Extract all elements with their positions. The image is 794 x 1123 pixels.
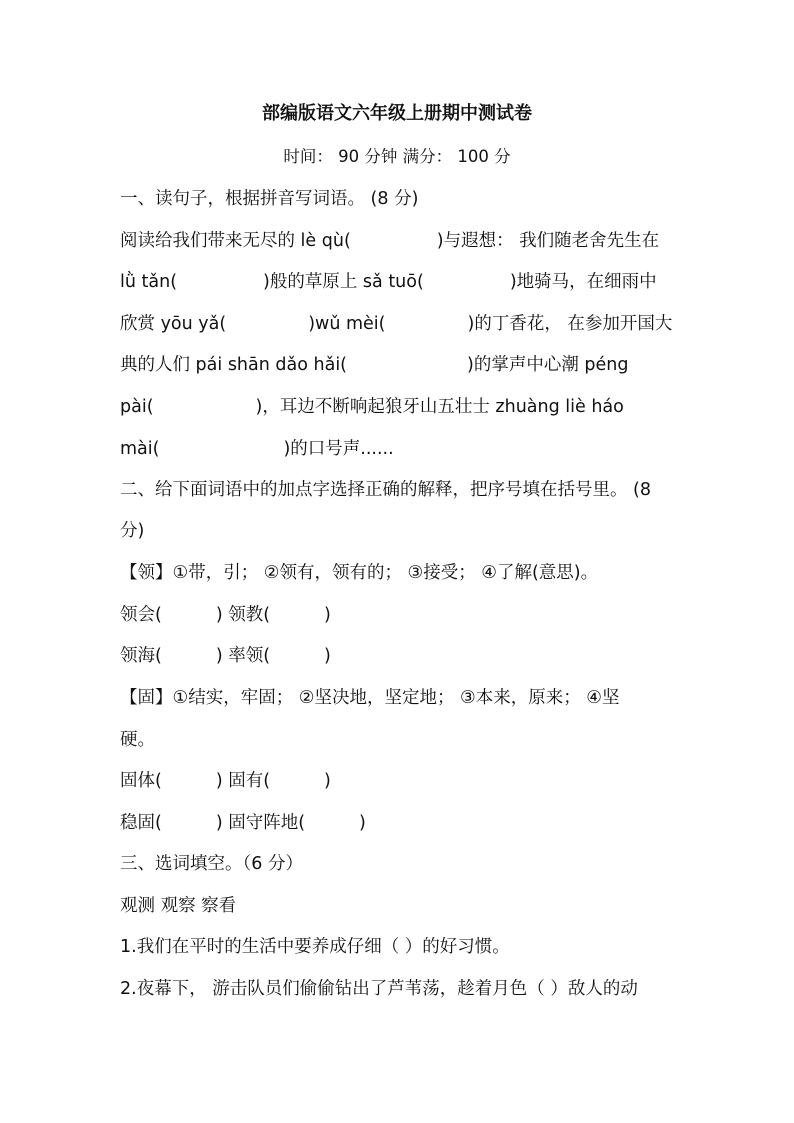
- text-segment: ): [324, 771, 331, 791]
- text-segment: 硬。: [120, 730, 155, 750]
- text-segment: 观测 观察 察看: [120, 896, 237, 916]
- body-line: [120, 229, 676, 253]
- text-segment: ): [324, 646, 331, 666]
- text-segment: 固体(: [120, 771, 162, 791]
- text-segment: ) 固有(: [215, 771, 271, 791]
- text-segment: ) 领教(: [215, 605, 271, 625]
- text-segment: pài(: [120, 397, 154, 417]
- text-segment: 1.我们在平时的生活中要养成仔细（ ）的好习惯。: [120, 937, 510, 957]
- definition-line: [120, 561, 676, 585]
- definition-line: [120, 686, 676, 710]
- text-segment: )，耳边不断响起狼牙山五壮士 zhuàng liè háo: [255, 397, 624, 417]
- text-segment: lǜ tǎn(: [120, 272, 178, 292]
- word-item-line: [120, 603, 676, 627]
- text-segment: ) 固守阵地(: [215, 813, 306, 833]
- word-choices: [120, 894, 676, 918]
- text-segment: )地骑马，在细雨中: [509, 272, 657, 292]
- section-2-heading-cont: [120, 519, 676, 543]
- word-item-line: [120, 811, 676, 835]
- text-segment: )的口号声......: [283, 439, 394, 459]
- word-item-line: [120, 644, 676, 668]
- text-segment: ): [359, 813, 366, 833]
- page-title: 部编版语文六年级上册期中测试卷: [262, 103, 532, 124]
- text-segment: 领海(: [120, 646, 162, 666]
- text-segment: 领会(: [120, 605, 162, 625]
- text-segment: )的掌声中心潮 péng: [467, 355, 629, 375]
- section-3-heading: [120, 852, 676, 876]
- section-2-heading: [120, 478, 676, 502]
- body-line: [120, 312, 676, 336]
- text-segment: 二、给下面词语中的加点字选择正确的解释，把序号填在括号里。 (8: [120, 480, 652, 500]
- exam-meta: 时间： 90 分钟 满分： 100 分: [283, 147, 511, 166]
- text-segment: )与遐想： 我们随老舍先生在: [436, 231, 660, 251]
- body-line: [120, 437, 676, 461]
- text-segment: 【领】①带，引； ②领有，领有的； ③接受； ④了解(意思)。: [120, 563, 599, 583]
- text-segment: ) 率领(: [215, 646, 271, 666]
- text-segment: )的丁香花， 在参加开国大: [467, 314, 673, 334]
- text-segment: 三、选词填空。（6 分）: [120, 854, 303, 874]
- text-segment: 欣赏 yōu yǎ(: [120, 314, 227, 334]
- body-line: [120, 353, 676, 377]
- text-segment: ): [324, 605, 331, 625]
- text-segment: 阅读给我们带来无尽的 lè qù(: [120, 231, 351, 251]
- text-segment: 稳固(: [120, 813, 162, 833]
- text-segment: 【固】①结实，牢固； ②坚决地，坚定地； ③本来，原来； ④坚: [120, 688, 620, 708]
- text-segment: )般的草原上 sǎ tuō(: [263, 272, 424, 292]
- definition-line-cont: [120, 728, 676, 752]
- text-segment: 分): [120, 521, 145, 541]
- word-item-line: [120, 769, 676, 793]
- text-segment: 典的人们 pái shān dǎo hǎi(: [120, 355, 348, 375]
- body-line: [120, 395, 676, 419]
- question-line: [120, 977, 676, 1001]
- text-segment: mài(: [120, 439, 160, 459]
- text-segment: 一、读句子，根据拼音写词语。 (8 分): [120, 189, 419, 209]
- section-1-heading: [120, 187, 676, 211]
- body-line: [120, 270, 676, 294]
- question-line: [120, 935, 676, 959]
- text-segment: )wǔ mèi(: [308, 314, 386, 334]
- text-segment: 2.夜幕下， 游击队员们偷偷钻出了芦苇荡，趁着月色（ ）敌人的动: [120, 979, 638, 999]
